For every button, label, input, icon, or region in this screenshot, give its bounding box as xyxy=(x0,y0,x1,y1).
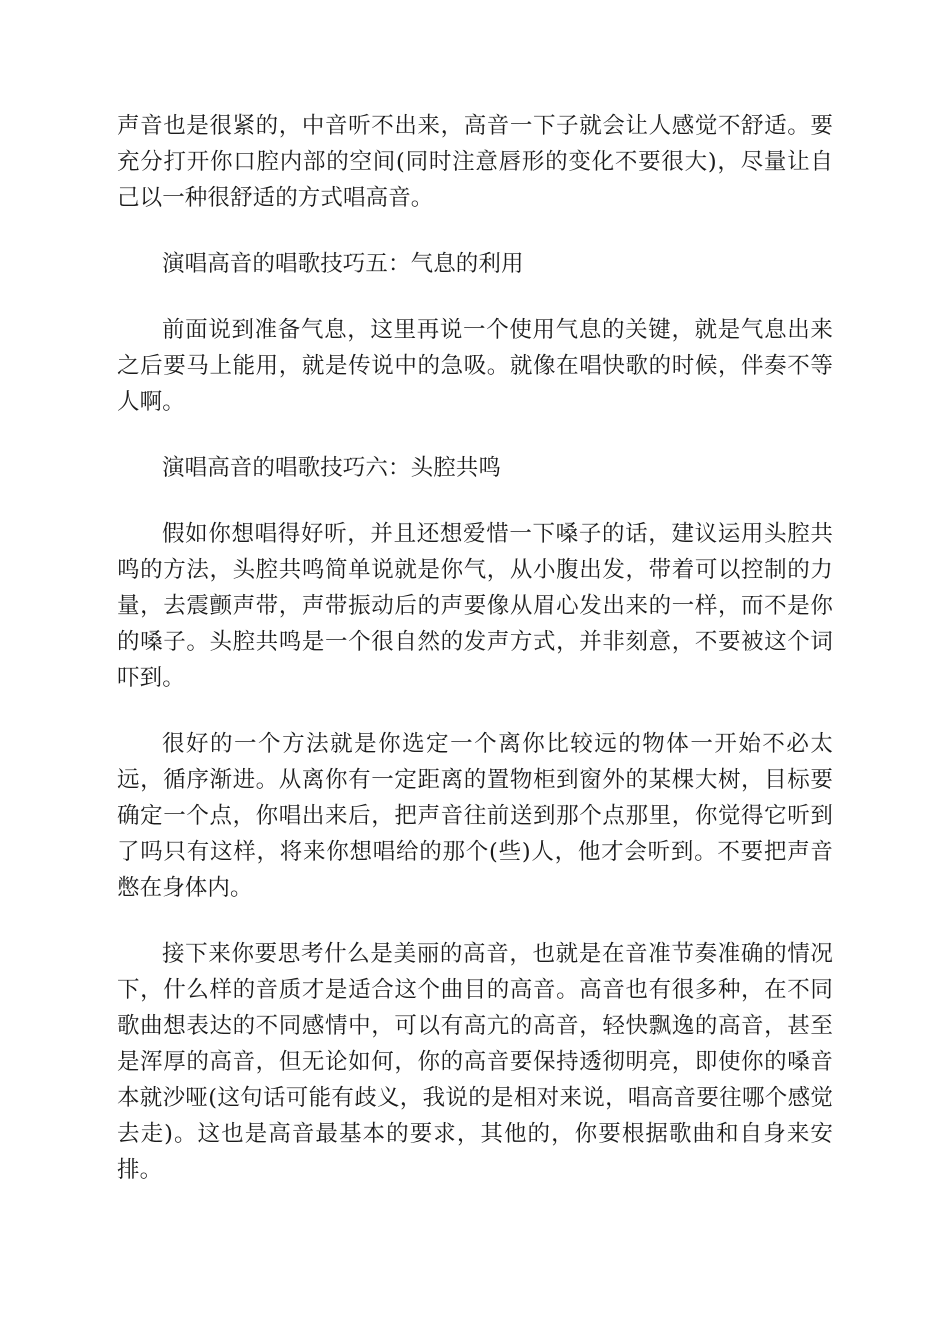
document-body xyxy=(117,108,833,1218)
paragraph-beautiful-high-notes: 接下来你要思考什么是美丽的高音，也就是在音准节奏准确的情况下，什么样的音质才是适合这个曲目的高音。高音也有很多种，在不同歌曲想表达的不同感情中，可以有高亢的高音，轻快飘逸的高音，甚至是浑厚的高音，但无论如何，你的高音要保持透彻明亮，即使你的嗓音本就沙哑(这句话可能有歧义，我说的是相对来说，唱高音要往哪个感觉去走)。这也是高音最基本的要求，其他的，你要根据歌曲和自身来安排。 xyxy=(117,941,833,1183)
paragraph-target-method: 很好的一个方法就是你选定一个离你比较远的物体一开始不必太远，循序渐进。从离你有一定距离的置物柜到窗外的某棵大树，目标要确定一个点，你唱出来后，把声音往前送到那个点那里，你觉得它听到了吗只有这样，将来你想唱给的那个(些)人，他才会听到。不要把声音憋在身体内。 xyxy=(117,731,833,901)
section-heading-tip-6: 演唱高音的唱歌技巧六：头腔共鸣 xyxy=(162,455,502,481)
paragraph-head-resonance: 假如你想唱得好听，并且还想爱惜一下嗓子的话，建议运用头腔共鸣的方法，头腔共鸣简单说就是你气，从小腹出发，带着可以控制的力量，去震颤声带，声带振动后的声要像从眉心发出来的一样，而不是你的嗓子。头腔共鸣是一个很自然的发声方式，并非刻意，不要被这个词吓到。 xyxy=(117,521,833,691)
paragraph-breath: 前面说到准备气息，这里再说一个使用气息的关键，就是气息出来之后要马上能用，就是传说中的急吸。就像在唱快歌的时候，伴奏不等人啊。 xyxy=(117,317,833,415)
section-heading-tip-5: 演唱高音的唱歌技巧五：气息的利用 xyxy=(162,251,524,277)
paragraph-continued: 声音也是很紧的，中音听不出来，高音一下子就会让人感觉不舒适。要充分打开你口腔内部的空间(同时注意唇形的变化不要很大)，尽量让自己以一种很舒适的方式唱高音。 xyxy=(117,113,833,211)
